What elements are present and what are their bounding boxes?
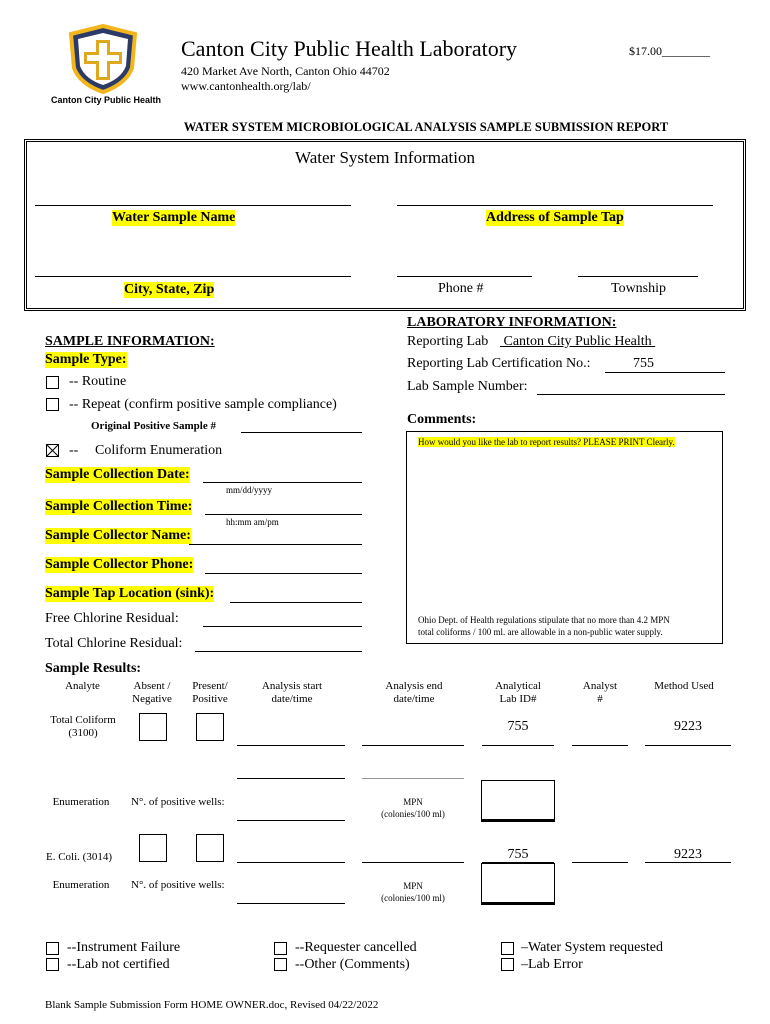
lab-sample-number-label: Lab Sample Number: [407, 379, 528, 394]
col-absent-2: Negative [132, 693, 172, 705]
original-positive-label: Original Positive Sample # [91, 420, 216, 432]
results-heading: Sample Results: [45, 661, 142, 676]
collection-date-label: Sample Collection Date: [45, 467, 190, 482]
report-title: WATER SYSTEM MICROBIOLOGICAL ANALYSIS SAMPLE SUBMISSION REPORT [183, 120, 669, 134]
col-end-1: Analysis end [385, 680, 443, 692]
total-chlorine-line[interactable] [195, 651, 362, 652]
tc-start-line-2[interactable] [237, 778, 345, 779]
city-line[interactable] [35, 276, 351, 277]
lab-logo [66, 24, 140, 94]
lab-error-label: –Lab Error [521, 957, 583, 972]
org-address: 420 Market Ave North, Canton Ohio 44702 [181, 64, 390, 78]
tc-method: 9223 [674, 719, 702, 734]
positive-wells-line-2[interactable] [237, 903, 345, 904]
ec-lab-id: 755 [507, 847, 529, 862]
col-start-1: Analysis start [261, 680, 323, 692]
collection-time-label: Sample Collection Time: [45, 499, 193, 514]
col-method: Method Used [654, 680, 714, 692]
enumeration-label-1: Enumeration [52, 796, 110, 808]
positive-wells-line-1[interactable] [237, 820, 345, 821]
instrument-failure-checkbox[interactable] [46, 942, 59, 955]
enumeration-label-2: Enumeration [52, 879, 110, 891]
ec-method-line [645, 862, 731, 863]
regulation-note-1: Ohio Dept. of Health regulations stipulate that no more than 4.2 MPN [418, 615, 670, 625]
ec-method: 9223 [674, 847, 702, 862]
tap-location-line[interactable] [230, 602, 362, 603]
water-sample-name-label: Water Sample Name [112, 210, 236, 225]
phone-line[interactable] [397, 276, 532, 277]
tc-end-line-2[interactable] [362, 778, 464, 779]
tc-end-line[interactable] [362, 745, 464, 746]
ecoli-label: E. Coli. (3014) [46, 851, 112, 863]
cert-label: Reporting Lab Certification No.: [407, 356, 591, 371]
footer-note: Blank Sample Submission Form HOME OWNER.doc, Revised 04/22/2022 [45, 999, 379, 1011]
address-line[interactable] [397, 205, 713, 206]
tc-method-line [645, 745, 731, 746]
original-positive-line[interactable] [241, 432, 362, 433]
coliform-label: Coliform Enumeration [95, 443, 223, 458]
ec-mpn-box[interactable] [481, 863, 555, 905]
col-absent-1: Absent / [133, 680, 171, 692]
township-line[interactable] [578, 276, 698, 277]
mpn-label-1a: MPN [403, 797, 423, 807]
ec-start-line[interactable] [237, 862, 345, 863]
requester-cancelled-checkbox[interactable] [274, 942, 287, 955]
tc-start-line[interactable] [237, 745, 345, 746]
collector-phone-line[interactable] [205, 573, 362, 574]
coliform-checkbox[interactable] [46, 444, 59, 457]
date-format-hint: mm/dd/yyyy [226, 485, 273, 495]
lab-sample-number-line[interactable] [537, 394, 725, 395]
lab-not-certified-label: --Lab not certified [67, 957, 170, 972]
lab-error-checkbox[interactable] [501, 958, 514, 971]
mpn-label-1b: (colonies/100 ml) [381, 809, 445, 819]
address-label: Address of Sample Tap [486, 210, 624, 225]
lab-info-heading: LABORATORY INFORMATION: [407, 315, 617, 330]
positive-wells-label-2: N°. of positive wells: [131, 879, 225, 891]
org-name: Canton City Public Health Laboratory [181, 36, 518, 61]
township-label: Township [611, 281, 667, 296]
ec-analyst-line[interactable] [572, 862, 628, 863]
system-requested-checkbox[interactable] [501, 942, 514, 955]
mpn-label-2a: MPN [403, 881, 423, 891]
col-present-2: Positive [192, 693, 228, 705]
col-analyst-1: Analyst [582, 680, 618, 692]
tc-present-box[interactable] [196, 713, 224, 741]
free-chlorine-label: Free Chlorine Residual: [45, 611, 179, 626]
other-comments-label: --Other (Comments) [295, 957, 410, 972]
city-label: City, State, Zip [124, 282, 215, 297]
water-sample-name-line[interactable] [35, 205, 351, 206]
ec-end-line[interactable] [362, 862, 464, 863]
ec-present-box[interactable] [196, 834, 224, 862]
total-coliform-label-2: (3100) [68, 727, 98, 739]
fee-field: $17.00________ [629, 44, 710, 58]
shield-cross-icon [66, 24, 140, 94]
reporting-lab-value: Canton City Public Health [500, 334, 656, 349]
cert-value: 755 [633, 356, 654, 371]
instrument-failure-label: --Instrument Failure [67, 940, 181, 955]
time-format-hint: hh:mm am/pm [226, 517, 279, 527]
collection-time-line[interactable] [205, 514, 362, 515]
ec-absent-box[interactable] [139, 834, 167, 862]
logo-caption: Canton City Public Health [51, 95, 162, 105]
lab-not-certified-checkbox[interactable] [46, 958, 59, 971]
water-system-heading: Water System Information [295, 148, 475, 167]
col-labid-1: Analytical [495, 680, 541, 692]
tc-lab-id-line [482, 745, 554, 746]
repeat-label: -- Repeat (confirm positive sample compliance) [69, 397, 337, 412]
reporting-lab-label: Reporting Lab [407, 334, 489, 349]
sample-info-heading: SAMPLE INFORMATION: [45, 334, 215, 349]
comments-label: Comments: [407, 412, 477, 427]
checked-x-icon [47, 445, 58, 456]
collection-date-line[interactable] [203, 482, 362, 483]
collector-phone-label: Sample Collector Phone: [45, 557, 194, 572]
system-requested-label: –Water System requested [521, 940, 663, 955]
repeat-checkbox[interactable] [46, 398, 59, 411]
positive-wells-label-1: N°. of positive wells: [131, 796, 225, 808]
free-chlorine-line[interactable] [203, 626, 362, 627]
tc-lab-id: 755 [507, 719, 529, 734]
coliform-dash: -- [69, 443, 79, 458]
mpn-label-2b: (colonies/100 ml) [381, 893, 445, 903]
comments-prompt: How would you like the lab to report results? PLEASE PRINT Clearly. [418, 437, 675, 447]
total-chlorine-label: Total Chlorine Residual: [45, 636, 183, 651]
total-coliform-label-1: Total Coliform [50, 714, 116, 726]
col-present-1: Present/ [192, 680, 228, 692]
col-end-2: date/time [393, 693, 435, 705]
col-labid-2: Lab ID# [499, 693, 537, 705]
other-comments-checkbox[interactable] [274, 958, 287, 971]
phone-label: Phone # [438, 281, 484, 296]
requester-cancelled-label: --Requester cancelled [295, 940, 417, 955]
org-website: www.cantonhealth.org/lab/ [181, 79, 311, 93]
tc-absent-box[interactable] [139, 713, 167, 741]
collector-name-label: Sample Collector Name: [45, 528, 191, 543]
col-start-2: date/time [271, 693, 313, 705]
tc-analyst-line[interactable] [572, 745, 628, 746]
col-analyst-2: # [597, 693, 603, 705]
regulation-note-2: total coliforms / 100 ml. are allowable in a non-public water supply. [418, 627, 663, 637]
col-analyte: Analyte [65, 680, 100, 692]
sample-type-label: Sample Type: [45, 352, 127, 367]
collector-name-line[interactable] [189, 544, 362, 545]
cert-line [605, 372, 725, 373]
routine-checkbox[interactable] [46, 376, 59, 389]
comments-box[interactable] [406, 431, 723, 644]
routine-label: -- Routine [69, 374, 127, 389]
tap-location-label: Sample Tap Location (sink): [45, 586, 215, 601]
tc-mpn-box[interactable] [481, 780, 555, 822]
